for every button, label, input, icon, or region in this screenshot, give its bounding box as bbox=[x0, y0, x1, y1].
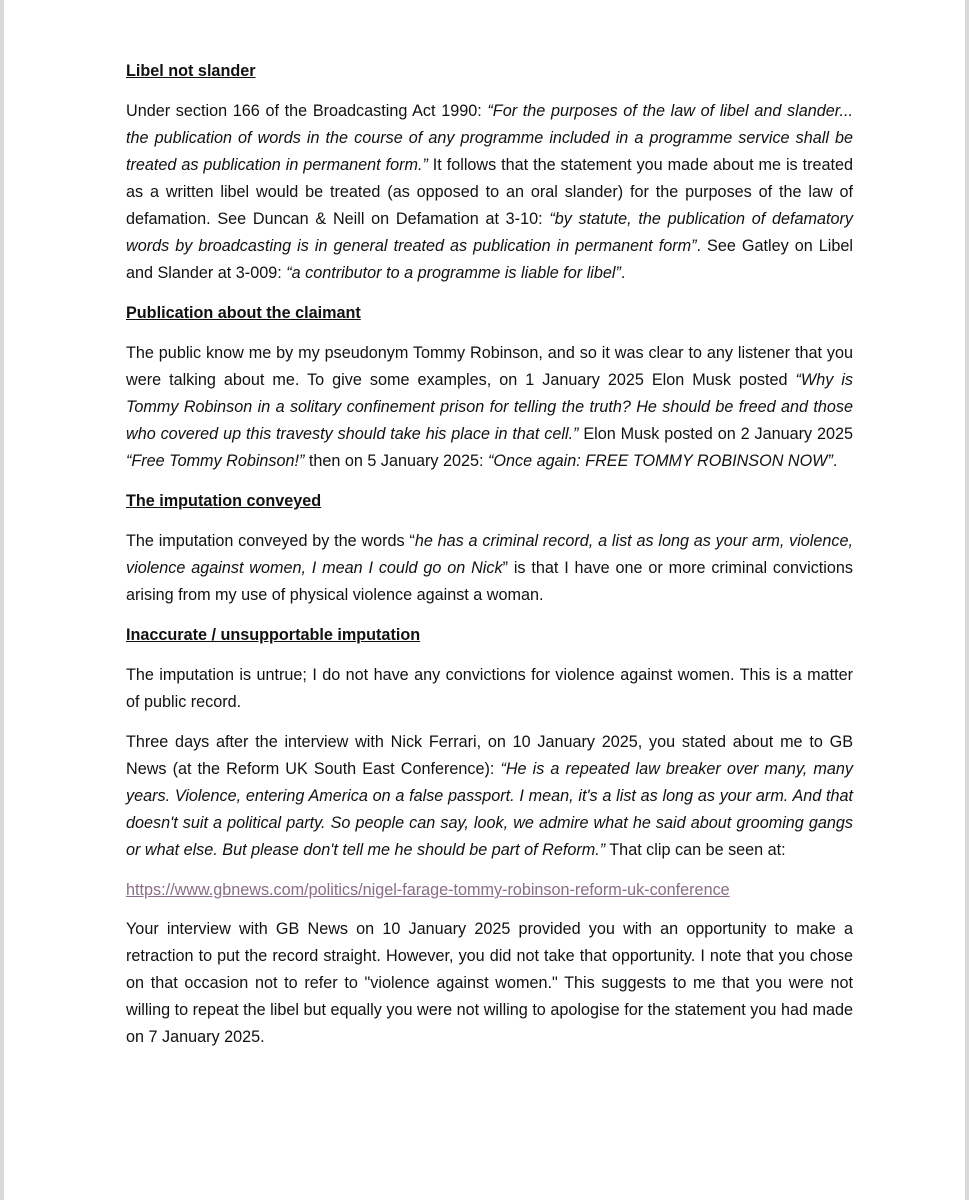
text-run: . bbox=[620, 264, 626, 282]
quoted-text: “a contributor to a programme is liable for libel” bbox=[286, 264, 621, 282]
text-run: Three days after the interview with Nick Ferrari, on 10 January 2025, you stated about me to GB News (at the Reform UK South East Conference): bbox=[126, 733, 853, 778]
text-run: Under section 166 of the Broadcasting Act 1990: bbox=[126, 102, 488, 120]
quoted-text: “He is a repeated law breaker over many, many years. Violence, entering America on a false passport. I mean, it's a list as long as your arm. And that doesn't suit a political party. So people can say, look, we admire what he said about grooming gangs or what else. But please don't tell me he should be part of Reform.” bbox=[126, 760, 853, 859]
section-heading: The imputation conveyed bbox=[126, 492, 322, 510]
paragraph bbox=[126, 729, 853, 864]
document-body bbox=[126, 58, 853, 1064]
quoted-text: “For the purposes of the law of libel and slander... the publication of words in the course of any programme included in a programme service shall be treated as publication in permanent form.” bbox=[126, 102, 853, 174]
paragraph bbox=[126, 98, 853, 287]
section bbox=[126, 300, 853, 475]
section bbox=[126, 58, 853, 287]
gbnews-link[interactable]: https://www.gbnews.com/politics/nigel-farage-tommy-robinson-reform-uk-conference bbox=[126, 881, 730, 899]
quoted-text: “by statute, the publication of defamatory words by broadcasting is in general treated as publication in permanent form” bbox=[126, 210, 853, 255]
text-run: The imputation conveyed by the words “ bbox=[126, 532, 415, 550]
section-heading: Inaccurate / unsupportable imputation bbox=[126, 626, 421, 644]
paragraph bbox=[126, 528, 853, 609]
quoted-text: “Free Tommy Robinson!” bbox=[126, 452, 305, 470]
section bbox=[126, 488, 853, 609]
text-run: . bbox=[832, 452, 838, 470]
text-run: The imputation is untrue; I do not have any convictions for violence against women. This is a matter of public record. bbox=[126, 666, 853, 711]
text-run: . See Gatley on Libel and Slander at 3-009: bbox=[126, 237, 854, 282]
link-paragraph bbox=[126, 877, 853, 904]
paragraph bbox=[126, 340, 853, 475]
text-run: That clip can be seen at: bbox=[605, 841, 786, 859]
quoted-text: he has a criminal record, a list as long as your arm, violence, violence against women, I mean I could go on Nick bbox=[126, 532, 854, 577]
paragraph bbox=[126, 662, 853, 716]
paragraph bbox=[126, 916, 853, 1051]
section bbox=[126, 622, 853, 1051]
section-heading: Libel not slander bbox=[126, 62, 256, 80]
text-run: Elon Musk posted on 2 January 2025 bbox=[578, 425, 853, 443]
text-run: ” is that I have one or more criminal convictions arising from my use of physical violence against a woman. bbox=[126, 559, 854, 604]
quoted-text: “Once again: FREE TOMMY ROBINSON NOW” bbox=[488, 452, 833, 470]
document-page bbox=[4, 0, 965, 1200]
text-run: Your interview with GB News on 10 January 2025 provided you with an opportunity to make a retraction to put the record straight. However, you did not take that opportunity. I note that you chose on that occasion not to refer to "violence against women." This suggests to me that you were not willing to repeat the libel but equally you were not willing to apologise for the statement you had made on 7 January 2025. bbox=[126, 920, 853, 1046]
text-run: The public know me by my pseudonym Tommy Robinson, and so it was clear to any listener that you were talking about me. To give some examples, on 1 January 2025 Elon Musk posted bbox=[126, 344, 853, 389]
text-run: then on 5 January 2025: bbox=[304, 452, 489, 470]
section-heading: Publication about the claimant bbox=[126, 304, 361, 322]
quoted-text: “Why is Tommy Robinson in a solitary confinement prison for telling the truth? He should be freed and those who covered up this travesty should take his place in that cell.” bbox=[126, 371, 854, 443]
text-run: It follows that the statement you made about me is treated as a written libel would be treated (as opposed to an oral slander) for the purposes of the law of defamation. See Duncan & Neill on Defamation at 3-10: bbox=[126, 156, 853, 228]
